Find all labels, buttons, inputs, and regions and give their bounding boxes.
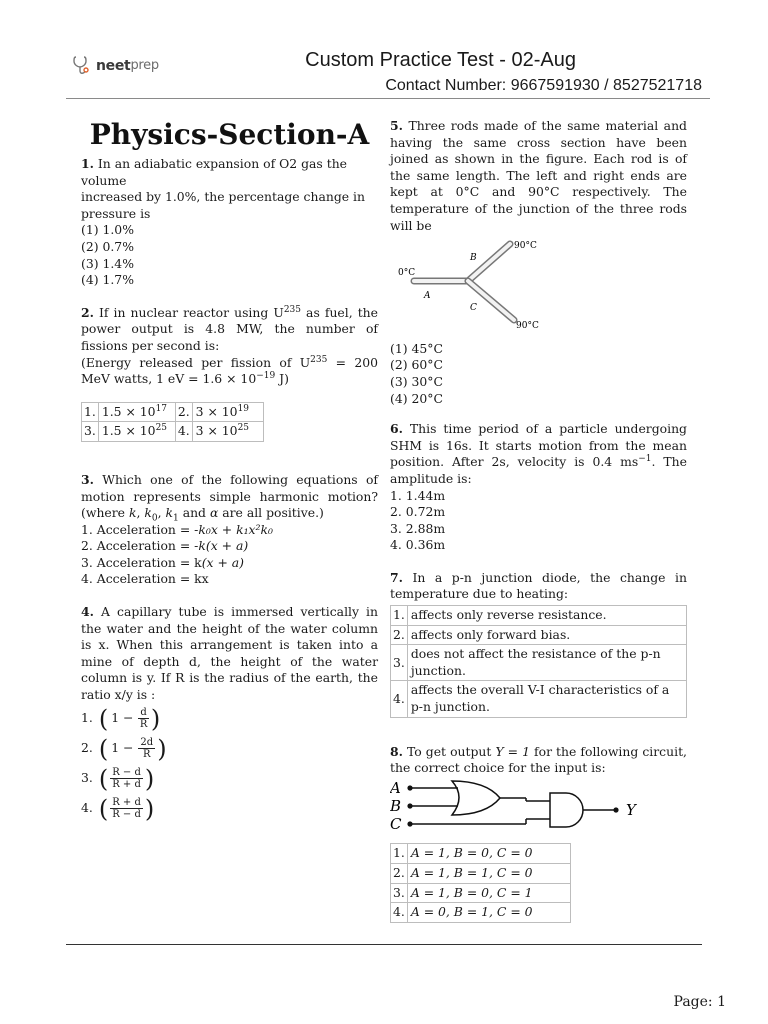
footer-divider (66, 944, 702, 945)
q5-number: 5. (390, 118, 403, 133)
q8-options-table (390, 843, 571, 922)
denominator: R + d (112, 779, 141, 791)
q3-option-1 (81, 522, 378, 539)
fig-label-b: B (470, 253, 477, 264)
table-row (391, 844, 571, 864)
q3-text-1: Which one of the following equations of motion represents simple harmonic motion? (81, 471, 378, 504)
q4-option-2-pre: 1 − (111, 740, 134, 756)
q8-text-1: To get output (406, 743, 496, 759)
q2-uranium-mass-2: 235 (310, 354, 328, 365)
fig-label-top-temp: 90°C (514, 241, 537, 252)
question-7 (390, 570, 687, 718)
fig-label-a: A (424, 291, 431, 302)
left-column (81, 118, 378, 840)
q1-text-1: In an adiabatic expansion of O2 gas the volume (81, 156, 348, 188)
q8-opt3-text: A = 1, B = 0, C = 1 (407, 883, 570, 903)
q7-stem (390, 570, 687, 603)
numerator: d (140, 707, 147, 719)
fig-label-left-temp: 0°C (398, 268, 416, 279)
q5-stem (390, 118, 687, 234)
q1-line1 (81, 156, 378, 189)
q7-opt1-num: 1. (391, 606, 408, 626)
q7-opt4-text: affects the overall V-I characteristics of a p-n junction. (407, 681, 686, 717)
q6-option-1: 1. 1.44m (390, 487, 446, 503)
q8-stem (390, 744, 687, 777)
question-6 (390, 421, 687, 554)
q2-opt4-num: 4. (175, 422, 192, 442)
q4-option-2-num: 2. (81, 740, 93, 756)
left-paren: ( (98, 794, 109, 823)
q2-stem (81, 305, 378, 355)
q6-velocity: 0.4 ms (592, 454, 639, 470)
circuit-input-b: B (390, 796, 402, 815)
right-paren: ) (157, 734, 167, 763)
q6-option-3: 3. 2.88m (390, 520, 446, 536)
q3-k0: k (144, 505, 152, 521)
q3-k1-sub: 1 (173, 513, 179, 524)
q2-opt4-exp: 25 (237, 423, 250, 434)
test-title: Custom Practice Test - 02-Aug (305, 49, 576, 71)
q2-opt2 (192, 402, 263, 422)
q3-k1: k (165, 505, 174, 521)
q4-text: A capillary tube is immersed vertically in the water and the height of the water column is x. When this arrangement is taken into a mine of depth d, the height of the water column is y. If R is the radius of the earth, the ratio x/y is : (81, 604, 378, 703)
question-4 (81, 604, 378, 824)
q3-option-2-expr: k(x + a) (198, 538, 249, 554)
and-gate (550, 793, 583, 827)
q5-option-3: (3) 30°C (390, 373, 443, 389)
q2-power: 4.8 (205, 321, 226, 337)
q2-opt3 (98, 422, 175, 442)
q1-option-1: (1) 1.0% (81, 222, 134, 238)
q1-line2: increased by 1.0%, the percentage change in pressure is (81, 189, 365, 221)
output-node (613, 807, 618, 812)
question-5 (390, 118, 687, 407)
q4-option-3-fraction (110, 767, 143, 790)
q8-output-condition: Y = 1 (495, 743, 530, 759)
q6-stem (390, 421, 687, 487)
circuit-output-y: Y (626, 800, 636, 819)
q2-uranium-2: U (299, 354, 311, 370)
q7-opt4-num: 4. (391, 681, 408, 717)
header-divider (66, 98, 710, 99)
question-8 (390, 744, 687, 923)
table-row (391, 681, 687, 717)
denominator: R (143, 749, 151, 761)
q3-option-1-label: 1. Acceleration = - (81, 521, 199, 537)
q2-opt3-exp: 25 (155, 423, 168, 434)
q7-opt2-num: 2. (391, 625, 408, 645)
question-2 (81, 305, 378, 442)
q8-number: 8. (390, 743, 403, 759)
q3-option-2 (81, 538, 378, 555)
q2-uranium: U (273, 304, 284, 320)
numerator: R − d (112, 767, 141, 779)
section-title: Physics-Section-A (89, 118, 370, 151)
fig-label-bottom-temp: 90°C (516, 321, 539, 332)
table-row (391, 645, 687, 681)
q3-k: k (128, 505, 137, 521)
q2-options-table (81, 402, 264, 442)
q2-opt2-base: 3 × 10 (195, 403, 238, 419)
q3-alpha: α (209, 505, 219, 521)
q2-opt1-exp: 17 (155, 403, 168, 414)
q8-opt1-num: 1. (391, 844, 408, 864)
logo-neet: neet (96, 57, 131, 74)
or-gate (452, 781, 500, 815)
q4-option-4-num: 4. (81, 800, 93, 816)
q2-opt1-base: 1.5 × 10 (101, 403, 156, 419)
q4-option-1-pre: 1 − (111, 710, 134, 726)
q3-stem: 3. Which one of the following equations of motion represents simple harmonic motion? (where k, $k_0$, $k_1$ and α are all positive.) (81, 471, 378, 524)
q8-opt2-num: 2. (391, 864, 408, 884)
q3-k0-sub: 0 (151, 513, 158, 524)
q3-option-4: 4. Acceleration = kx (81, 571, 209, 587)
q4-option-2-fraction (138, 737, 155, 760)
q4-number: 4. (81, 604, 94, 620)
q2-text-4: (Energy released per fission of (81, 354, 300, 370)
q2-number: 2. (81, 304, 94, 320)
q4-option-3-num: 3. (81, 770, 93, 786)
page-number: Page: 1 (673, 994, 726, 1010)
left-paren: ( (98, 704, 109, 733)
q3-option-2-label: 2. Acceleration = - (81, 538, 199, 554)
q1-option-4: (4) 1.7% (81, 272, 134, 288)
q2-uranium-mass: 235 (283, 304, 301, 315)
q5-temp-right: 90°C (528, 184, 560, 200)
q5-option-2: (2) 60°C (390, 357, 443, 373)
right-column (390, 118, 687, 939)
table-row (391, 864, 571, 884)
table-row (82, 422, 264, 442)
q6-text-1: This time period of a particle undergoing SHM is 16s. It starts motion from the mean position. After 2s, velocity is (390, 421, 687, 470)
q2-text-3: MW, the number of fissions per second is: (81, 321, 378, 353)
table-row (391, 606, 687, 626)
q4-option-1-fraction (138, 707, 148, 730)
q4-option-1 (81, 704, 378, 734)
table-row (391, 883, 571, 903)
q6-text-2: . The amplitude is: (390, 454, 687, 486)
right-paren: ) (144, 764, 155, 793)
logic-circuit-figure (390, 779, 650, 837)
q3-text-3: and (178, 505, 210, 521)
q4-option-2 (81, 734, 378, 764)
three-rods-figure (396, 238, 556, 334)
q8-opt2-text: A = 1, B = 1, C = 0 (407, 864, 570, 884)
q5-option-1: (1) 45°C (390, 340, 443, 356)
denominator: R (139, 719, 148, 731)
q2-opt3-base: 1.5 × 10 (101, 423, 156, 439)
right-paren: ) (150, 704, 161, 733)
q3-option-3-label: 3. Acceleration = k (81, 554, 202, 570)
q2-text-1: If in nuclear reactor using (99, 304, 274, 320)
q2-opt3-num: 3. (82, 422, 99, 442)
q2-ev: 1 eV = 1.6 × 10 (156, 371, 257, 387)
q3-text-4: are all positive.) (218, 505, 324, 521)
q5-text-1: Three rods made of the same material and having the same cross section have been joined as shown in the figure. Each rod is of the same length. The left and right ends are kept at (390, 118, 687, 200)
q4-stem (81, 604, 378, 704)
q7-opt2-text: affects only forward bias. (407, 625, 686, 645)
stethoscope-icon (72, 55, 92, 77)
q8-opt4-text: A = 0, B = 1, C = 0 (407, 903, 570, 923)
q4-option-4 (81, 794, 378, 824)
q5-temp-left: 0°C (455, 184, 480, 200)
neetprep-logo (72, 54, 159, 78)
left-paren: ( (98, 764, 109, 793)
q2-opt4 (192, 422, 263, 442)
numerator: 2d (140, 737, 154, 749)
q3-number: 3. (81, 471, 94, 487)
q7-opt3-num: 3. (391, 645, 408, 681)
q8-text-2: for the following circuit, the correct choice for the input is: (390, 743, 687, 776)
q2-opt4-base: 3 × 10 (195, 423, 238, 439)
contact-number: Contact Number: 9667591930 / 8527521718 (385, 77, 702, 94)
q6-number: 6. (390, 421, 403, 437)
question-3 (81, 472, 378, 588)
q5-option-4: (4) 20°C (390, 390, 443, 406)
left-paren: ( (98, 734, 109, 763)
q2-text-2: as fuel, the power output is (81, 304, 378, 337)
right-paren: ) (144, 794, 155, 823)
q8-opt1-text: A = 1, B = 0, C = 0 (407, 844, 570, 864)
table-row (391, 903, 571, 923)
q2-opt1 (98, 402, 175, 422)
q3-option-3 (81, 555, 378, 572)
q7-opt3-text: does not affect the resistance of the p-n junction. (407, 645, 686, 681)
q5-text-3: respectively. The temperature of the junction of the three rods will be (390, 184, 687, 233)
q7-text: In a p-n junction diode, the change in temperature due to heating: (390, 569, 687, 602)
circuit-input-c: C (390, 814, 402, 833)
q3-option-1-expr: k₀x + k₁x²k₀ (198, 521, 273, 537)
q6-option-2: 2. 0.72m (390, 504, 446, 520)
logo-prep: prep (130, 57, 159, 73)
q7-options-table (390, 605, 687, 718)
q1-number: 1. (81, 156, 94, 171)
q3-text-2: (where (81, 505, 129, 521)
q2-ev-exp: −19 (256, 371, 276, 381)
q6-option-4: 4. 0.36m (390, 537, 446, 553)
q4-option-1-num: 1. (81, 710, 93, 726)
q1-option-3: (3) 1.4% (81, 255, 134, 271)
fig-label-c: C (470, 303, 477, 314)
denominator: R − d (112, 809, 141, 821)
q2-opt2-exp: 19 (237, 403, 250, 414)
q2-opt2-num: 2. (175, 402, 192, 422)
table-row (391, 625, 687, 645)
rod-c-highlight (468, 281, 514, 320)
circuit-input-a: A (390, 778, 401, 797)
numerator: R + d (112, 797, 141, 809)
q7-opt1-text: affects only reverse resistance. (407, 606, 686, 626)
q5-text-2: and (479, 184, 529, 200)
q4-option-3 (81, 764, 378, 794)
q7-number: 7. (390, 569, 403, 585)
q2-opt1-num: 1. (82, 402, 99, 422)
q6-velocity-exp: −1 (638, 454, 652, 465)
q2-given (81, 355, 378, 388)
q4-option-4-fraction (110, 797, 143, 820)
q2-ev-unit: J) (275, 371, 289, 387)
table-row (82, 402, 264, 422)
q1-option-2: (2) 0.7% (81, 238, 134, 254)
q2-text-5: = 200 MeV watts, (81, 354, 378, 387)
q8-opt4-num: 4. (391, 903, 408, 923)
question-1 (81, 156, 378, 289)
q3-option-3-expr: (x + a) (201, 554, 244, 570)
q8-opt3-num: 3. (391, 883, 408, 903)
